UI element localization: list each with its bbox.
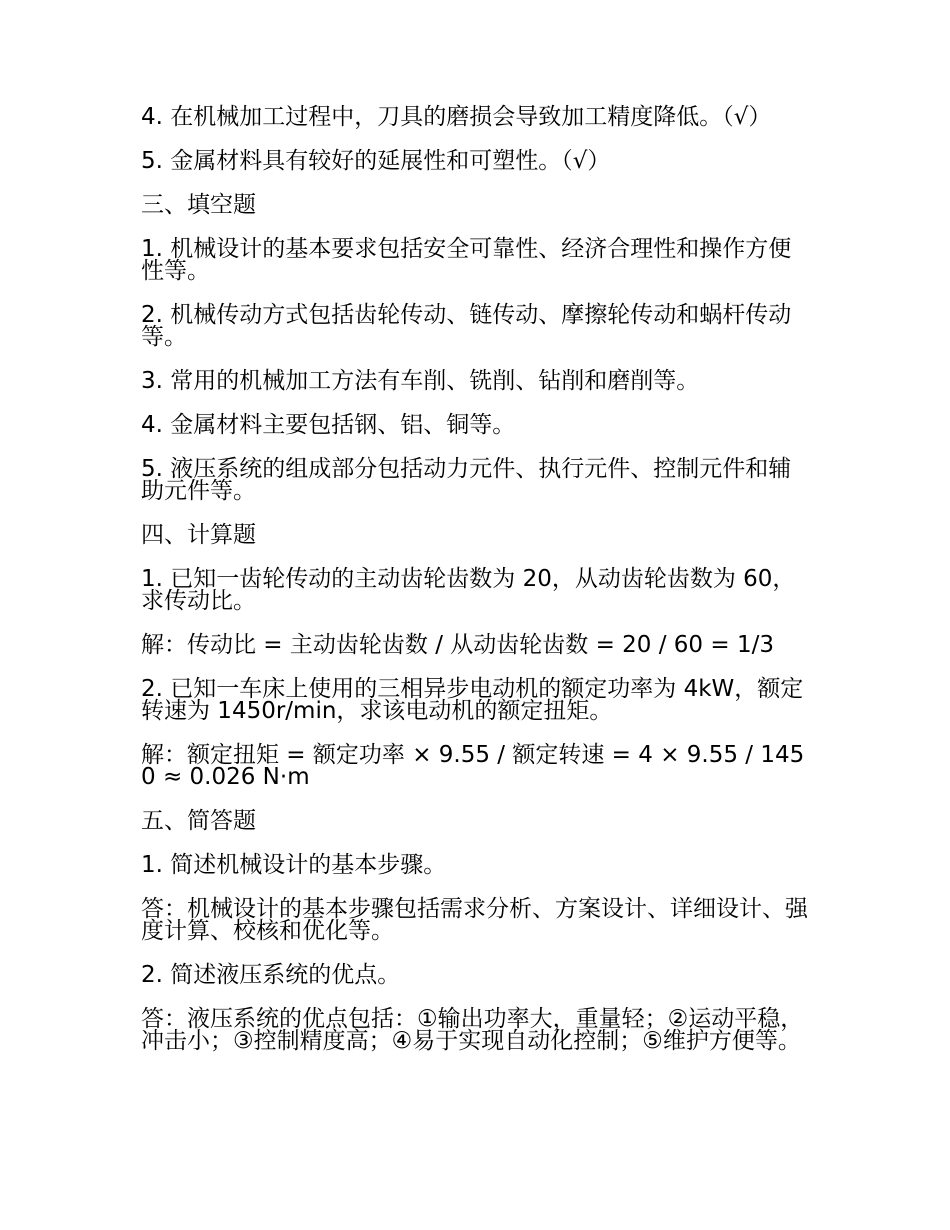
fill-item-5: 5. 液压系统的组成部分包括动力元件、执行元件、控制元件和辅助元件等。 [141, 456, 792, 504]
calc-answer-2: 解：额定扭矩 = 额定功率 × 9.55 / 额定转速 = 4 × 9.55 / 1450 ≈ 0.026 N·m [141, 742, 805, 790]
fill-item-4: 4. 金属材料主要包括钢、铝、铜等。 [141, 412, 516, 438]
short-answer-2: 答：液压系统的优点包括：①输出功率大，重量轻；②运动平稳，冲击小；③控制精度高；④易于实现自动化控制；⑤维护方便等。 [141, 1006, 804, 1054]
section-heading-short-answer: 五、简答题 [141, 808, 256, 834]
fill-item-3: 3. 常用的机械加工方法有车削、铣削、钻削和磨削等。 [141, 368, 700, 394]
calc-answer-1: 解：传动比 = 主动齿轮齿数 / 从动齿轮齿数 = 20 / 60 = 1/3 [141, 632, 774, 658]
judge-item-5: 5. 金属材料具有较好的延展性和可塑性。（√） [141, 148, 611, 174]
section-heading-fill-in: 三、填空题 [141, 192, 256, 218]
short-answer-1: 答：机械设计的基本步骤包括需求分析、方案设计、详细设计、强度计算、校核和优化等。 [141, 896, 808, 944]
document-page [141, 106, 813, 1074]
short-question-1: 1. 简述机械设计的基本步骤。 [141, 852, 447, 878]
calc-question-1: 1. 已知一齿轮传动的主动齿轮齿数为 20，从动齿轮齿数为 60，求传动比。 [141, 566, 796, 614]
judge-item-4: 4. 在机械加工过程中，刀具的磨损会导致加工精度降低。（√） [141, 104, 772, 130]
calc-question-2: 2. 已知一车床上使用的三相异步电动机的额定功率为 4kW，额定转速为 1450r/min，求该电动机的额定扭矩。 [141, 676, 804, 724]
fill-item-1: 1. 机械设计的基本要求包括安全可靠性、经济合理性和操作方便性等。 [141, 236, 792, 284]
section-heading-calculation: 四、计算题 [141, 522, 256, 548]
short-question-2: 2. 简述液压系统的优点。 [141, 962, 401, 988]
fill-item-2: 2. 机械传动方式包括齿轮传动、链传动、摩擦轮传动和蜗杆传动等。 [141, 302, 792, 350]
